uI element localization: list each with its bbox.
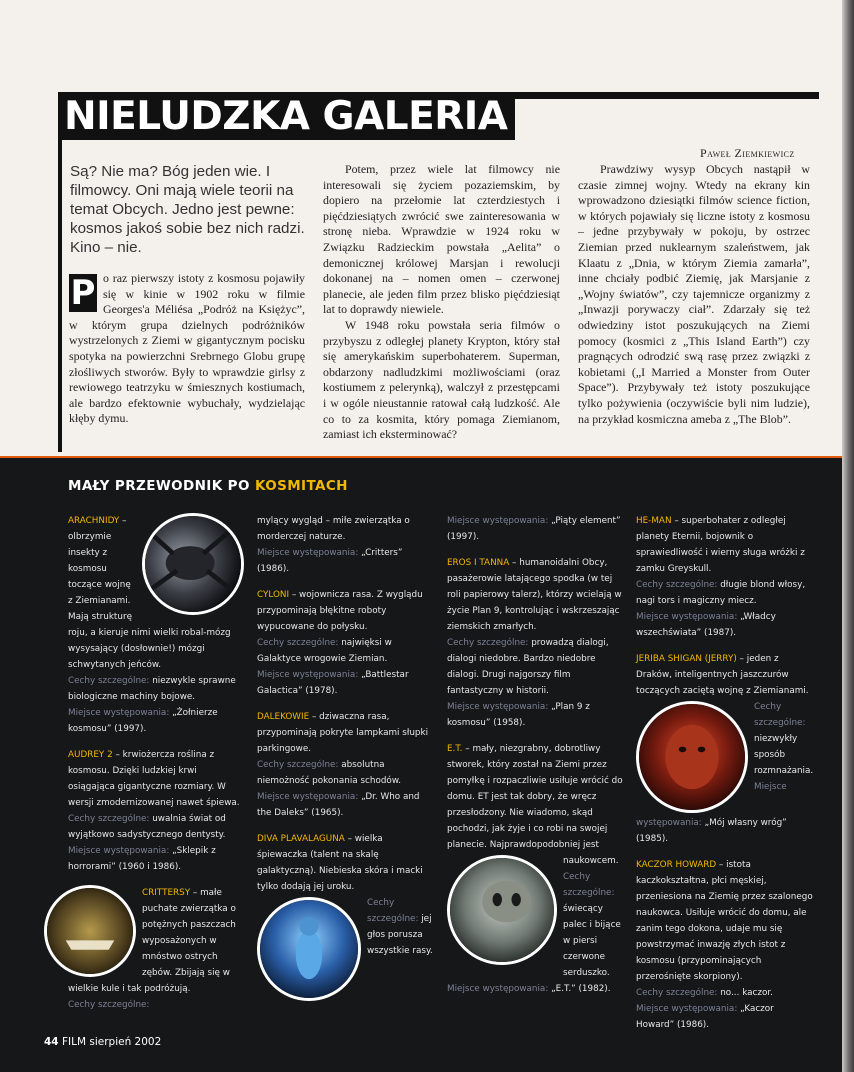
issue-date: sierpień 2002 [89, 1036, 162, 1048]
entry-kaczor: KACZOR HOWARD – istota kaczkokształtna, płci męskiej, przeniesiona na Ziemię przez szalonego naukowca. Usiłuje wrócić do domu, ale zanim tego dokona, udaje mu się powstrzymać inwazję złych istot z kosmosu (przypominających przerośnięte skorpiony). Cechy szczególne: no... kaczor. Miejsce występowania: „Kaczor Howard” (1986). [636, 860, 813, 1030]
entry-jeriba: JERIBA SHIGAN (JERRY) – jeden z Draków, inteligentnych jaszczurów toczących zaciętą wojnę z Ziemianami. Cechy szczególne: niezwykły sposób rozmnażania. Miejsce występowania: „Mój własny wróg” (1985). [636, 654, 814, 844]
entry-dalekowie: DALEKOWIE – dziwaczna rasa, przypominają pokryte lampkami słupki parkingowe. Cechy szczególne: absolutna niemożność pokonania schodów. Miejsce występowania: „Dr. Who and the Daleks” (1965). [257, 712, 429, 818]
col2-para-2: W 1948 roku powstała seria filmów o przybyszu z odległej planety Krypton, który stał się amerykańskim superbohaterem. Superman, obdarzony nadludzkimi możliwościami (oraz kostiumem z pelerynką), walczył z przestępcami i w ogóle nieustannie ratował całą ludzkość. Ale co to za kosmita, który pomaga Ziemianom, zamiast ich eksterminować? [323, 317, 560, 442]
page-footer [44, 1036, 161, 1048]
guide-title: MAŁY PRZEWODNIK PO KOSMITACH [68, 478, 348, 494]
body-column-1 [69, 271, 305, 427]
col1-text: o raz pierwszy istoty z kosmosu pojawiły się w kinie w 1902 roku w filmie Georges'a Méliésa „Podróż na Księżyc”, w którym grupa dzielnych podróżników wystrzelonych z Ziemi w gigantycznym pocisku spotyka na powierzchni Srebrnego Globu grupę złośliwych stworów. Były to wprawdzie girlsy z rewiowego teatrzyku w śmiesznych kostiumach, ale bardzo efektownie wybuchały, wydzielając kłęby dymu. [69, 271, 305, 426]
drop-cap: P [70, 273, 96, 313]
lead-paragraph: Są? Nie ma? Bóg jeden wie. I filmowcy. Oni mają wiele teorii na temat Obcych. Jedno jest pewne: kosmos jakoś sobie bez nich radzi. Kino – nie. [70, 163, 305, 256]
guide-top-rule [0, 456, 842, 458]
body-column-3: Prawdziwy wysyp Obcych nastąpił w czasie zimnej wojny. Wtedy na ekrany kin wprowadzono dziesiątki filmów science fiction, w których pojawiały się liczne istoty z kosmosu – jedne przybywały w pokoju, by ostrzec Ziemian przed nuklearnym szaleństwem, jak Klaatu z „Dnia, w którym Ziemia zamarła”, inne chciały podbić Ziemię, jak Marsjanie z „Wojny światów”, czy tajemnicze organizmy z „Inwazji porywaczy ciał”. Zdarzały się też odwiedziny istot poszukujących na Ziemi pomocy (kosmici z „This Island Earth”) czy pragnących odrodzić swą rasę przez związki z kobietami („I Married a Monster from Outer Space”). Przybywały też istoty poszukujące tylko pożywienia (oczywiście byli nim ludzie), na przykład kosmiczna ameba z „The Blob”. [578, 162, 810, 426]
magazine-name: FILM [61, 1036, 87, 1048]
entry-audrey: AUDREY 2 – krwiożercza roślina z kosmosu. Dzięki ludzkiej krwi osiągająca gigantyczne rozmiary. W wersji zmodernizowanej nawet śpiewa. Cechy szczególne: uwalnia świat od wyjątkowo sadystycznego dentysty. Miejsce występowania: „Sklepik z horrorami” (1960 i 1986). [68, 750, 240, 872]
entry-arachnidy: ARACHNIDY – olbrzymie insekty z kosmosu toczące wojnę z Ziemianami. Mają strukturę roju, a kieruje nimi wielki robal-mózg wysysający (dosłownie!) mózgi schwytanych jeńców. Cechy szczególne: niezwykle sprawne biologiczne machiny bojowe. Miejsce występowania: „Żołnierze kosmosu” (1997). [68, 513, 246, 737]
arachnid-image [142, 513, 244, 615]
guide-title-highlight: KOSMITACH [254, 478, 348, 494]
entry-et: E.T. – mały, niezgrabny, dobrotliwy stworek, który został na Ziemi przez pomyłkę i rozpaczliwie usiłuje wrócić do domu. ET jest tak dobry, że wręcz przesłodzony. Nie wiadomo, skąd pochodzi, jak żyje i co robi na swojej planecie. Najprawdopodobniej jest naukowcem. Cechy szczególne: świecący palec i bijące w piersi czerwone serduszko. Miejsce występowania: „E.T.” (1982). [447, 744, 623, 994]
jeriba-image [636, 701, 748, 813]
entry-crittersy: CRITTERSY – małe puchate zwierzątka o potężnych paszczach wyposażonych w mnóstwo ostrych zębów. Zbijają się w wielkie kule i tak podróżują. Cechy szczególne: [68, 885, 246, 1013]
entry-crittersy-cont: mylący wygląd – miłe zwierzątka o morderczej naturze. Miejsce występowania: „Critters” (1986). [257, 516, 410, 574]
col2-para-1: Potem, przez wiele lat filmowcy nie interesowali się życiem pozaziemskim, by dopiero na przełomie lat czterdziestych i pięćdziesiątych zwrócić swe zainteresowania w stronę nieba. Wprawdzie w 1924 roku w Związku Radzieckim powstała „Aelita” o demonicznej królowej Marsjan i rewolucji dokonanej na – nomen omen – czerwonej planecie, ale jeden film przez blisko pięćdziesiąt lat to doprawdy niewiele. [323, 162, 560, 317]
entry-cyloni: CYLONI – wojownicza rasa. Z wyglądu przypominają błękitne roboty wypucowane do połysku. Cechy szczególne: najwięksi w Galaktyce wrogowie Ziemian. Miejsce występowania: „Battlestar Galactica” (1978). [257, 590, 423, 696]
page-edge [842, 0, 854, 1072]
author-byline: Paweł Ziemkiewicz [700, 146, 795, 160]
article-title: NIELUDZKA GALERIA [58, 94, 515, 140]
left-rule [58, 140, 62, 452]
guide-column-3 [447, 513, 625, 1007]
entry-diva: DIVA PLAVALAGUNA – wielka śpiewaczka (talent na skalę galaktyczną). Niebieska skóra i macki tylko dodają jej uroku. Cechy szczególne: jej głos porusza wszystkie rasy. [257, 831, 435, 959]
diva-image [257, 897, 361, 1001]
critters-image [44, 885, 136, 977]
entry-heman: HE-MAN – superbohater z odległej planety Eternii, bojownik o sprawiedliwość i wierny sługa wróżki z zamku Greyskull. Cechy szczególne: długie blond włosy, nagi tors i magiczny miecz. Miejsce występowania: „Władcy wszechświata” (1987). [636, 516, 806, 638]
body-column-2 [323, 162, 560, 443]
et-image [447, 855, 557, 965]
entry-diva-cont: Miejsce występowania: „Piąty element” (1997). [447, 516, 621, 542]
guide-column-4 [636, 513, 814, 1043]
page-number: 44 [44, 1036, 59, 1048]
guide-column-1 [68, 513, 246, 1023]
guide-column-2 [257, 513, 435, 1003]
entry-eros: EROS I TANNA – humanoidalni Obcy, pasażerowie latającego spodka (w tej roli papierowy talerz), którzy wcielają w życie Plan 9, kontrolując i wskrzeszając ziemskich zmarłych. Cechy szczególne: prowadzą dialogi, dialogi niedobre. Bardzo niedobre dialogi. Drugi najgorszy film fantastyczny w historii. Miejsce występowania: „Plan 9 z kosmosu” (1958). [447, 558, 622, 728]
